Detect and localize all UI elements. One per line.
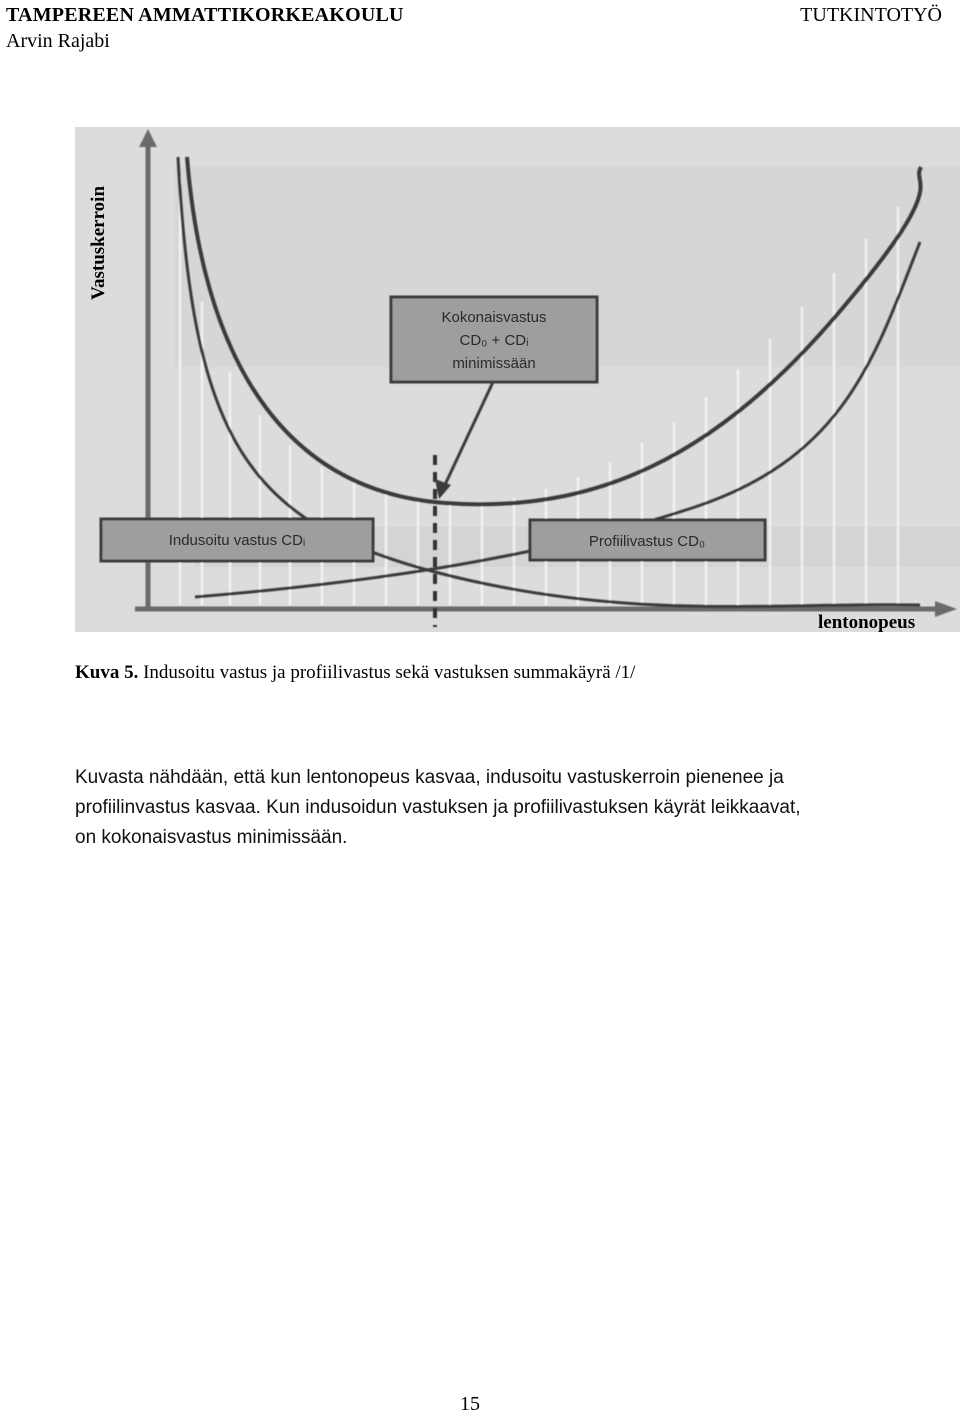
caption-text: Indusoitu vastus ja profiilivastus sekä vastuksen summakäyrä /1/: [143, 662, 636, 683]
y-axis-label: Vastuskerroin: [88, 185, 109, 300]
total-box-line2: CD₀ + CDᵢ: [459, 332, 529, 349]
total-box-line1: Kokonaisvastus: [441, 309, 547, 326]
author-name: Arvin Rajabi: [6, 30, 110, 52]
drag-curve-figure: [75, 127, 960, 632]
institution-name: TAMPEREEN AMMATTIKORKEAKOULU: [6, 4, 404, 26]
body-paragraph: [75, 763, 945, 853]
body-line-1: Kuvasta nähdään, että kun lentonopeus kasvaa, indusoitu vastuskerroin pienenee ja: [75, 767, 784, 788]
body-line-3: on kokonaisvastus minimissään.: [75, 827, 348, 848]
total-box-line3: minimissään: [452, 355, 536, 372]
profile-box-label: Profiilivastus CD₀: [588, 533, 706, 550]
figure-caption: [75, 662, 635, 684]
document-type: TUTKINTOTYÖ: [800, 4, 942, 26]
body-line-2: profiilinvastus kasvaa. Kun indusoidun vastuksen ja profiilivastuksen käyrät leikkaavat,: [75, 797, 801, 818]
x-axis-label: lentonopeus: [818, 612, 916, 633]
page-number: 15: [460, 1393, 480, 1415]
induced-box-label: Indusoitu vastus CDᵢ: [168, 532, 306, 549]
header-left: [6, 2, 404, 54]
caption-number: Kuva 5.: [75, 662, 139, 683]
